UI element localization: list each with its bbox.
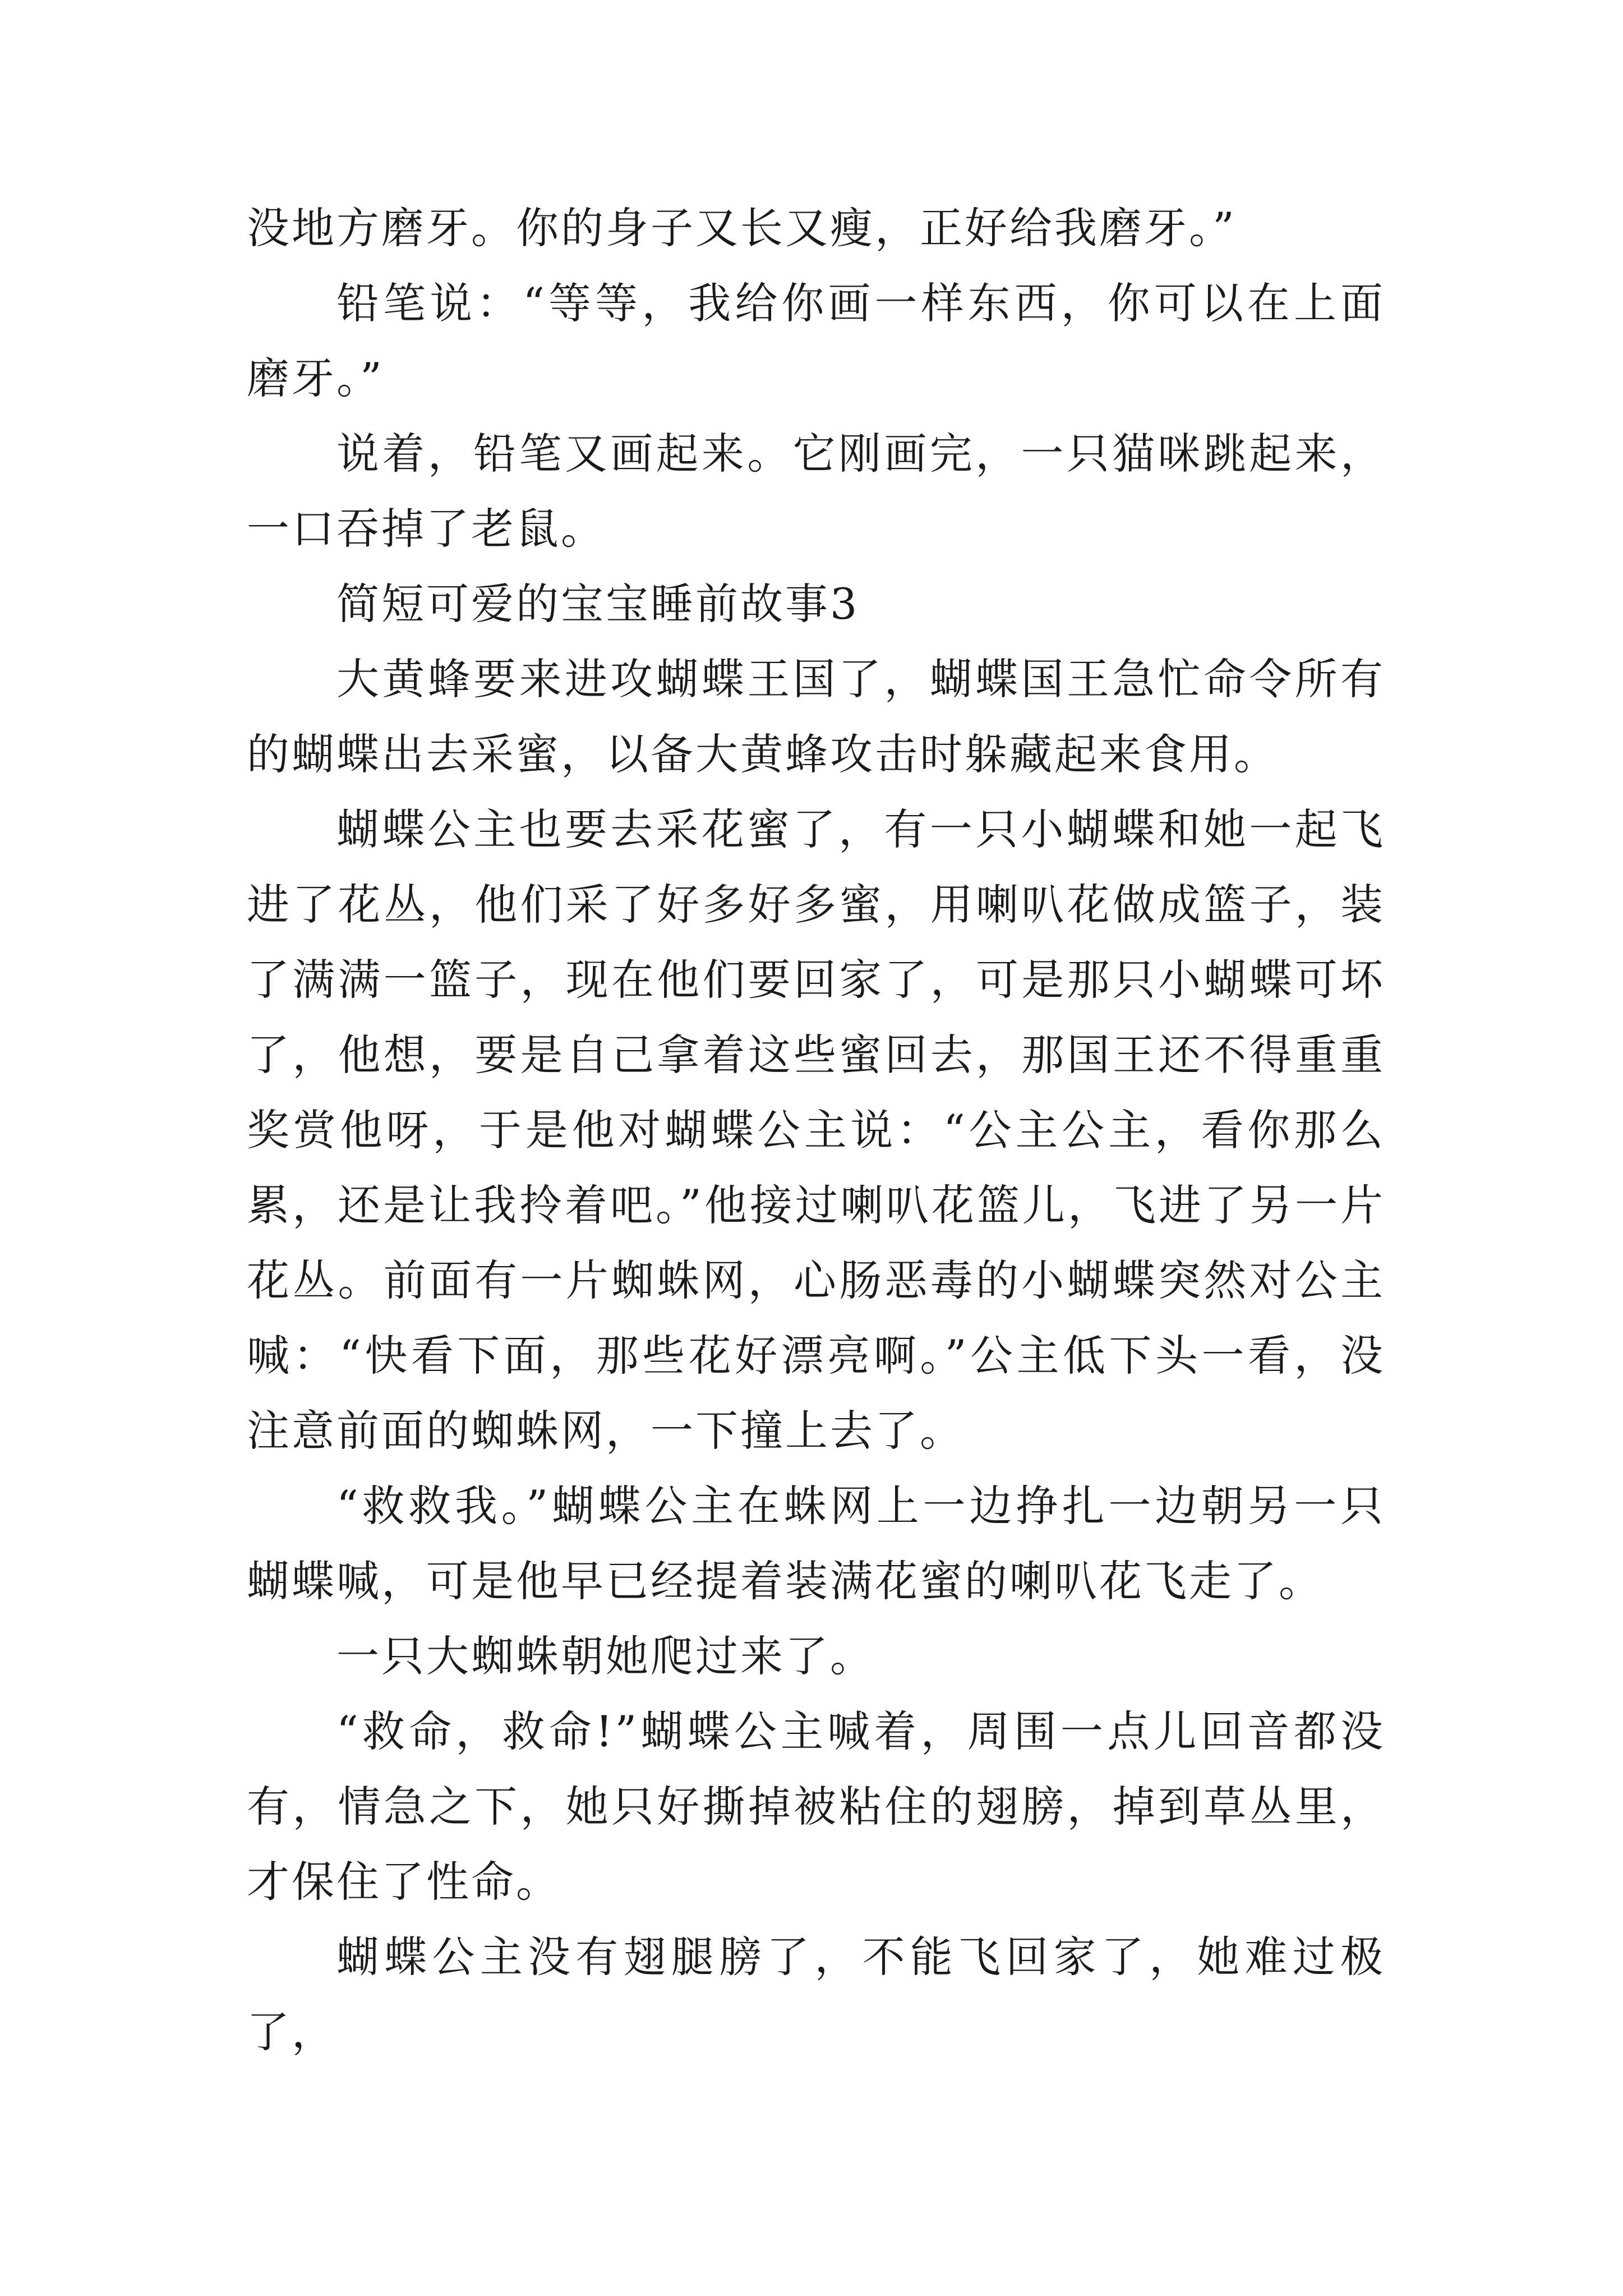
paragraph-7: “救救我。”蝴蝶公主在蛛网上一边挣扎一边朝另一只蝴蝶喊，可是他早已经提着装满花蜜的喇叭花飞走了。 [247, 1481, 1385, 1606]
paragraph-10: 蝴蝶公主没有翅腿膀了，不能飞回家了，她难过极了， [247, 1932, 1385, 2057]
paragraph-5: 大黄蜂要来进攻蝴蝶王国了，蝴蝶国王急忙命令所有的蝴蝶出去采蜜，以备大黄蜂攻击时躲藏起来食用。 [247, 654, 1385, 779]
paragraph-2: 铅笔说：“等等，我给你画一样东西，你可以在上面磨牙。” [247, 278, 1385, 403]
paragraph-9: “救命，救命!”蝴蝶公主喊着，周围一点儿回音都没有，情急之下，她只好撕掉被粘住的翅膀，掉到草丛里，才保住了性命。 [247, 1706, 1385, 1907]
story-heading: 简短可爱的宝宝睡前故事3 [336, 579, 860, 629]
document-body [247, 191, 1385, 2070]
paragraph-3: 说着，铅笔又画起来。它刚画完，一只猫咪跳起来，一口吞掉了老鼠。 [247, 429, 1385, 554]
paragraph-8: 一只大蜘蛛朝她爬过来了。 [336, 1631, 875, 1681]
paragraph-6: 蝴蝶公主也要去采花蜜了，有一只小蝴蝶和她一起飞进了花丛，他们采了好多好多蜜，用喇叭花做成篮子，装了满满一篮子，现在他们要回家了，可是那只小蝴蝶可坏了，他想，要是自己拿着这些蜜回去，那国王还不得重重奖赏他呀，于是他对蝴蝶公主说：“公主公主，看你那么累，还是让我拎着吧。”他接过喇叭花篮儿，飞进了另一片花丛。前面有一片蜘蛛网，心肠恶毒的小蝴蝶突然对公主喊：“快看下面，那些花好漂亮啊。”公主低下头一看，没注意前面的蜘蛛网，一下撞上去了。 [247, 804, 1385, 1456]
paragraph-1: 没地方磨牙。你的身子又长又瘦，正好给我磨牙。” [247, 203, 1237, 253]
